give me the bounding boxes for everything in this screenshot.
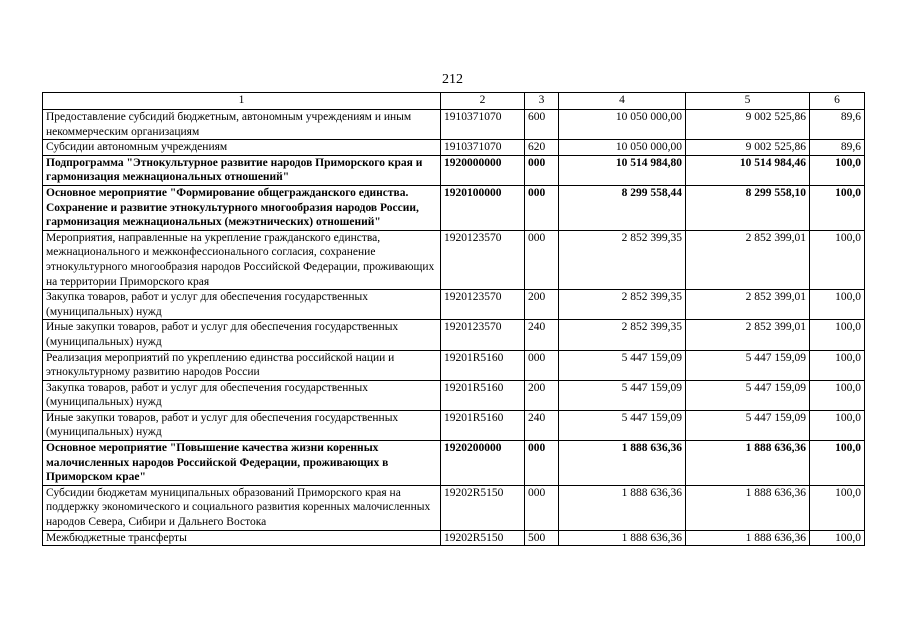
row-fact-cell: 2 852 399,01 [686,320,810,350]
table-row [43,290,865,320]
row-code-cell: 1920000000 [441,155,525,185]
row-name-cell: Предоставление субсидий бюджетным, автономным учреждениям и иным некоммерческим организациям [43,110,441,140]
row-percent-cell: 100,0 [810,230,865,289]
row-code-cell: 19202R5150 [441,530,525,546]
table-row [43,320,865,350]
row-kind-cell: 000 [525,155,559,185]
table-row [43,140,865,156]
row-code-cell: 1910371070 [441,110,525,140]
row-fact-cell: 2 852 399,01 [686,230,810,289]
row-fact-cell: 10 514 984,46 [686,155,810,185]
row-fact-cell: 5 447 159,09 [686,380,810,410]
row-name-cell: Иные закупки товаров, работ и услуг для обеспечения государственных (муниципальных) нужд [43,410,441,440]
table-row [43,350,865,380]
row-fact-cell: 9 002 525,86 [686,140,810,156]
row-plan-cell: 1 888 636,36 [559,485,686,530]
row-code-cell: 1920123570 [441,230,525,289]
table-body [43,110,865,546]
row-fact-cell: 1 888 636,36 [686,485,810,530]
row-percent-cell: 100,0 [810,441,865,486]
column-header: 1 [43,93,441,110]
row-code-cell: 19201R5160 [441,380,525,410]
table-row [43,110,865,140]
row-kind-cell: 000 [525,185,559,230]
row-percent-cell: 89,6 [810,110,865,140]
row-name-cell: Субсидии бюджетам муниципальных образований Приморского края на поддержку экономического и социального развития коренных малочисленных народов Севера, Сибири и Дальнего Востока [43,485,441,530]
page-number: 212 [442,72,463,87]
row-kind-cell: 000 [525,485,559,530]
table-row [43,441,865,486]
row-kind-cell: 240 [525,320,559,350]
table-row [43,155,865,185]
column-header: 4 [559,93,686,110]
header-row [43,93,865,110]
row-percent-cell: 100,0 [810,185,865,230]
row-fact-cell: 1 888 636,36 [686,441,810,486]
row-plan-cell: 1 888 636,36 [559,441,686,486]
row-percent-cell: 100,0 [810,290,865,320]
row-plan-cell: 2 852 399,35 [559,230,686,289]
row-plan-cell: 2 852 399,35 [559,320,686,350]
row-code-cell: 1920200000 [441,441,525,486]
row-code-cell: 1920123570 [441,320,525,350]
row-name-cell: Субсидии автономным учреждениям [43,140,441,156]
row-kind-cell: 200 [525,290,559,320]
row-kind-cell: 240 [525,410,559,440]
table-row [43,410,865,440]
row-name-cell: Закупка товаров, работ и услуг для обеспечения государственных (муниципальных) нужд [43,290,441,320]
row-fact-cell: 8 299 558,10 [686,185,810,230]
row-fact-cell: 5 447 159,09 [686,410,810,440]
row-percent-cell: 100,0 [810,410,865,440]
row-plan-cell: 5 447 159,09 [559,350,686,380]
row-percent-cell: 100,0 [810,350,865,380]
table-row [43,380,865,410]
row-kind-cell: 600 [525,110,559,140]
row-kind-cell: 000 [525,350,559,380]
row-name-cell: Основное мероприятие "Формирование общегражданского единства. Сохранение и развитие этнокультурного многообразия народов России, гармонизация межнациональных (межэтнических) отношений" [43,185,441,230]
row-fact-cell: 9 002 525,86 [686,110,810,140]
row-name-cell: Закупка товаров, работ и услуг для обеспечения государственных (муниципальных) нужд [43,380,441,410]
row-kind-cell: 200 [525,380,559,410]
row-code-cell: 1920123570 [441,290,525,320]
row-plan-cell: 1 888 636,36 [559,530,686,546]
row-percent-cell: 100,0 [810,485,865,530]
row-plan-cell: 10 050 000,00 [559,110,686,140]
row-name-cell: Реализация мероприятий по укреплению единства российской нации и этнокультурному развитию народов России [43,350,441,380]
row-code-cell: 19201R5160 [441,410,525,440]
table-row [43,185,865,230]
row-plan-cell: 2 852 399,35 [559,290,686,320]
budget-table [42,92,865,546]
row-plan-cell: 5 447 159,09 [559,380,686,410]
row-name-cell: Межбюджетные трансферты [43,530,441,546]
table-row [43,485,865,530]
column-header: 3 [525,93,559,110]
row-plan-cell: 5 447 159,09 [559,410,686,440]
row-kind-cell: 000 [525,441,559,486]
row-code-cell: 19201R5160 [441,350,525,380]
row-plan-cell: 8 299 558,44 [559,185,686,230]
row-name-cell: Основное мероприятие "Повышение качества жизни коренных малочисленных народов Российской Федерации, проживающих в Приморском крае" [43,441,441,486]
row-code-cell: 1910371070 [441,140,525,156]
table-row [43,230,865,289]
column-header: 2 [441,93,525,110]
row-kind-cell: 620 [525,140,559,156]
row-percent-cell: 100,0 [810,155,865,185]
row-code-cell: 1920100000 [441,185,525,230]
row-percent-cell: 89,6 [810,140,865,156]
table-row [43,530,865,546]
row-fact-cell: 2 852 399,01 [686,290,810,320]
row-percent-cell: 100,0 [810,530,865,546]
row-fact-cell: 1 888 636,36 [686,530,810,546]
row-name-cell: Подпрограмма "Этнокультурное развитие народов Приморского края и гармонизация межнациональных отношений" [43,155,441,185]
row-kind-cell: 500 [525,530,559,546]
row-name-cell: Мероприятия, направленные на укрепление гражданского единства, межнационального и межконфессионального согласия, сохранение этнокультурного многообразия народов Российской Федерации, проживающих на территории Приморского края [43,230,441,289]
row-name-cell: Иные закупки товаров, работ и услуг для обеспечения государственных (муниципальных) нужд [43,320,441,350]
row-code-cell: 19202R5150 [441,485,525,530]
row-kind-cell: 000 [525,230,559,289]
row-plan-cell: 10 050 000,00 [559,140,686,156]
row-plan-cell: 10 514 984,80 [559,155,686,185]
row-percent-cell: 100,0 [810,320,865,350]
row-percent-cell: 100,0 [810,380,865,410]
column-header: 6 [810,93,865,110]
row-fact-cell: 5 447 159,09 [686,350,810,380]
column-header: 5 [686,93,810,110]
